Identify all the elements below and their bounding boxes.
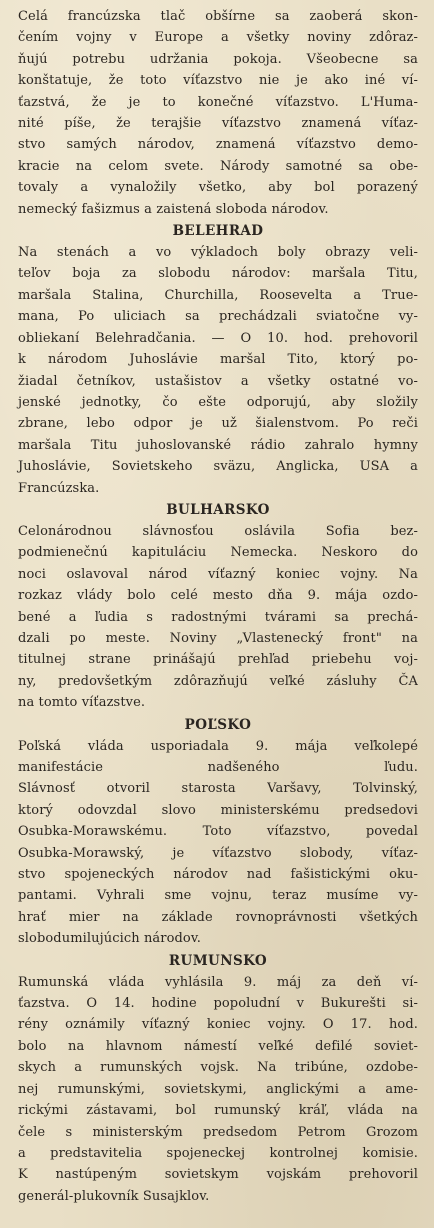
text-line: noci oslavoval národ víťazný koniec vojny. Na: [18, 566, 418, 582]
section-bulharsko: [18, 499, 418, 714]
section-polsko: [18, 714, 418, 950]
text-line: Osubka-Morawskému. Toto víťazstvo, povedal: [18, 824, 418, 840]
text-line: na tomto víťazstve.: [18, 695, 146, 711]
text-line: ťazstva. O 14. hodine popoludní v Bukurešti si-: [18, 996, 418, 1012]
text-line: zbrane, lebo odpor je už šialenstvom. Po reči: [18, 416, 418, 432]
section-heading: POĽSKO: [184, 716, 252, 733]
text-line: nité píše, že terajšie víťazstvo znamená víťaz-: [18, 116, 418, 132]
text-line: K nastúpeným sovietskym vojskám prehovoril: [18, 1167, 418, 1183]
text-line: podmienečnú kapituláciu Nemecka. Neskoro do: [18, 545, 418, 561]
section-paragraph: [18, 972, 418, 1207]
text-line: manifestácie nadšeného ľudu.: [18, 760, 418, 775]
text-line: skych a rumunských vojsk. Na tribúne, ozdobe-: [18, 1060, 418, 1076]
section-heading: BELEHRAD: [172, 223, 264, 240]
text-line: a predstavitelia spojeneckej kontrolnej komisie.: [18, 1145, 418, 1161]
section-paragraph: [18, 521, 418, 714]
text-line: pantami. Vyhrali sme vojnu, teraz musíme vy-: [18, 888, 418, 904]
text-line: Poľská vláda usporiadala 9. mája veľkolepé: [18, 738, 418, 754]
section-paragraph: [18, 736, 418, 950]
text-line: ťazstvá, že je to konečné víťazstvo. L'Huma-: [18, 94, 418, 110]
text-line: čením vojny v Europe a všetky noviny zdôraz-: [18, 30, 418, 46]
text-line: čele s ministerským predsedom Petrom Grozom: [18, 1124, 418, 1140]
section-heading: RUMUNSKO: [168, 952, 268, 969]
text-line: nej rumunskými, sovietskymi, anglickými a ame-: [18, 1081, 418, 1097]
section-paragraph: [18, 242, 418, 499]
text-line: konštatuje, že toto víťazstvo nie je ako iné ví-: [18, 73, 418, 89]
text-line: ňujú potrebu udržania pokoja. Všeobecne sa: [18, 51, 418, 67]
section-rumunsko: [18, 950, 418, 1207]
text-line: Rumunská vláda vyhlásila 9. máj za deň ví-: [18, 974, 418, 990]
text-line: Celá francúzska tlač obšírne sa zaoberá skon-: [18, 9, 418, 24]
text-line: Slávnosť otvoril starosta Varšavy, Tolvinský,: [18, 781, 418, 797]
text-line: slobodumilujúcich národov.: [18, 931, 201, 947]
text-line: Osubka-Morawský, je víťazstvo slobody, víťaz-: [18, 845, 418, 861]
text-line: kracie na celom svete. Národy samotné sa obe-: [18, 158, 418, 174]
text-line: hrať mier na základe rovnoprávnosti všetkých: [18, 909, 418, 925]
text-line: jenské jednotky, čo ešte odporujú, aby složily: [18, 394, 418, 410]
text-line: rény oznámily víťazný koniec vojny. O 17. hod.: [18, 1017, 418, 1033]
text-line: rozkaz vlády bolo celé mesto dňa 9. mája ozdo-: [18, 588, 418, 604]
text-line: generál-plukovník Susajklov.: [18, 1188, 210, 1204]
text-line: žiadal četníkov, ustašistov a všetky ostatné vo-: [18, 373, 418, 389]
section-belehrad: [18, 220, 418, 499]
text-line: maršala Titu juhoslovanské rádio zahralo hymny: [18, 437, 418, 453]
text-line: nemecký fašizmus a zaistená sloboda národov.: [18, 201, 329, 217]
section-heading: BULHARSKO: [166, 501, 270, 518]
text-line: Na stenách a vo výkladoch boly obrazy veli-: [18, 245, 418, 261]
intro-paragraph: [18, 6, 418, 220]
text-line: rickými zástavami, bol rumunský kráľ, vláda na: [18, 1103, 418, 1119]
text-line: maršala Stalina, Churchilla, Roosevelta a True-: [18, 287, 418, 303]
text-line: dzali po meste. Noviny „Vlastenecký front" na: [18, 630, 418, 646]
text-line: ny, predovšetkým zdôrazňujú veľké zásluhy ČA: [18, 673, 418, 689]
text-line: Celonárodnou slávnosťou oslávila Sofia bez-: [18, 523, 418, 539]
text-line: teľov boja za slobodu národov: maršala Titu,: [18, 266, 418, 282]
text-line: Juhoslávie, Sovietskeho sväzu, Anglicka, USA a: [18, 459, 418, 475]
text-line: stvo samých národov, znamená víťazstvo demo-: [18, 137, 418, 153]
text-line: ktorý odovzdal slovo ministerskému predsedovi: [18, 802, 418, 818]
text-line: mana, Po uliciach sa prechádzali sviatočne vy-: [18, 309, 418, 325]
text-line: Francúzska.: [18, 480, 100, 496]
text-line: titulnej strane prinášajú prehľad priebehu voj-: [18, 652, 418, 668]
text-line: bené a ľudia s radostnými tvárami sa prechá-: [18, 609, 418, 625]
text-line: tovaly a vynaložily všetko, aby bol porazený: [18, 180, 418, 196]
text-line: stvo spojeneckých národov nad fašistickými oku-: [18, 867, 418, 883]
text-line: obliekaní Belehradčania. — O 10. hod. prehovoril: [18, 330, 418, 346]
text-line: k národom Juhoslávie maršal Tito, ktorý po-: [18, 352, 418, 368]
text-line: bolo na hlavnom námestí veľké defilé soviet-: [18, 1038, 418, 1054]
